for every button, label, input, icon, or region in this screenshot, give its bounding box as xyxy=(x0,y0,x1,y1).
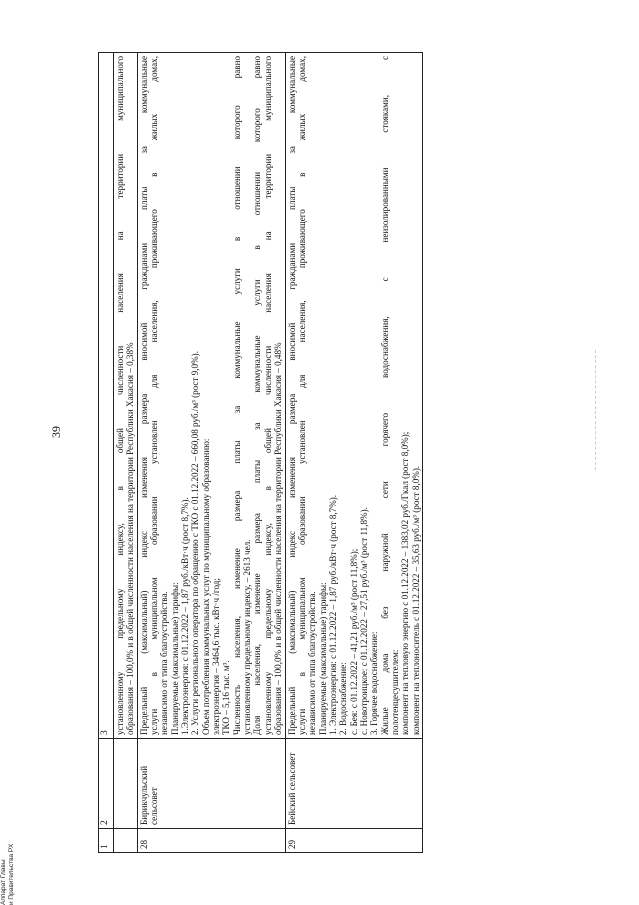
header-col-3: 3 xyxy=(99,53,114,739)
continuation-text xyxy=(114,53,138,739)
tariff-table xyxy=(98,52,423,853)
header-col-1: 1 xyxy=(99,829,114,853)
row-number: 28 xyxy=(137,829,285,853)
text-line: установленному предельному индексу, в общей численности населения на территории муниципального xyxy=(115,56,125,735)
document-table-rotated xyxy=(98,53,633,853)
row-number: 29 xyxy=(285,829,422,853)
header-row xyxy=(99,53,114,853)
text-line: образования – 100,0% и в общей численности населения на территории Республики Хакасия – 0,38% xyxy=(125,342,136,735)
table-row-continuation xyxy=(114,53,138,853)
settlement-name: Бирикчульский сельсовет xyxy=(137,739,285,829)
scan-mark xyxy=(595,350,596,470)
settlement-name: Бейский сельсовет xyxy=(285,739,422,829)
row-content: Предельный (максимальный) индекс изменения размера вносимой гражданами платы за коммунальные услуги в муниципальном образовании установлен для населения, проживающего в жилых домах, независимо от типа благоустройства. Планируемые (максимальные) тарифы: 1.Электроэнергия: с 01.12.2022 – 1,87 руб./кВт·ч (рост 8,7%). 2. Услуги регионального оператора по обращению с ТКО с 01.12.2022 – 660,08 руб./м³ (рост 9,0%). Объем потребления коммунальных услуг по муниципальному образованию: электроэнергия – 3464,6 тыс. кВт·ч /год; ТКО – 5,16 тыс. м³. Численность населения, изменение размера платы за коммунальные услуги в отношении которого равно установленному предельному индексу, – 2613 чел. Доля населения, изменение размера платы за коммунальные услуги в отношении которого равно установленному предельному индексу, в общей численности населения на территории муниципального образования – 100,0% и в общей численности населения на территории Республики Хакасия – 0,48% xyxy=(137,53,285,739)
row-content: Предельный (максимальный) индекс изменения размера вносимой гражданами платы за коммунальные услуги в муниципальном образовании установлен для населения, проживающего в жилых домах, независимо от типа благоустройства. Планируемые (максимальные) тарифы: 1. Электроэнергия: с 01.12.2022 – 1,87 руб./кВт·ч (рост 8,7%). 2. Водоснабжение: с. Бея: с 01.12.2022 – 41,21 руб./м³ (рост 11,8%); с. Новотроицкое: с 01.12.2022 – 27,51 руб./м³ (рост 11,8%). 3. Горячее водоснабжение: Жилые дома без наружной сети горячего водоснабжения, с неизолированными стояками, с полотенцесушителем: компонент на тепловую энергию с 01.12.2022 – 1383,02 руб./Гкал (рост 8,0%); компонент на теплоноситель с 01.12.2022 – 35,63 руб./м³ (рост 8,0%). xyxy=(285,53,422,739)
table-row-28 xyxy=(137,53,285,853)
office-stamp: Аппарат Главы и Правительства РХ xyxy=(0,843,15,905)
header-col-2: 2 xyxy=(99,739,114,829)
page-number: 39 xyxy=(49,426,63,438)
table-row-29 xyxy=(285,53,422,853)
